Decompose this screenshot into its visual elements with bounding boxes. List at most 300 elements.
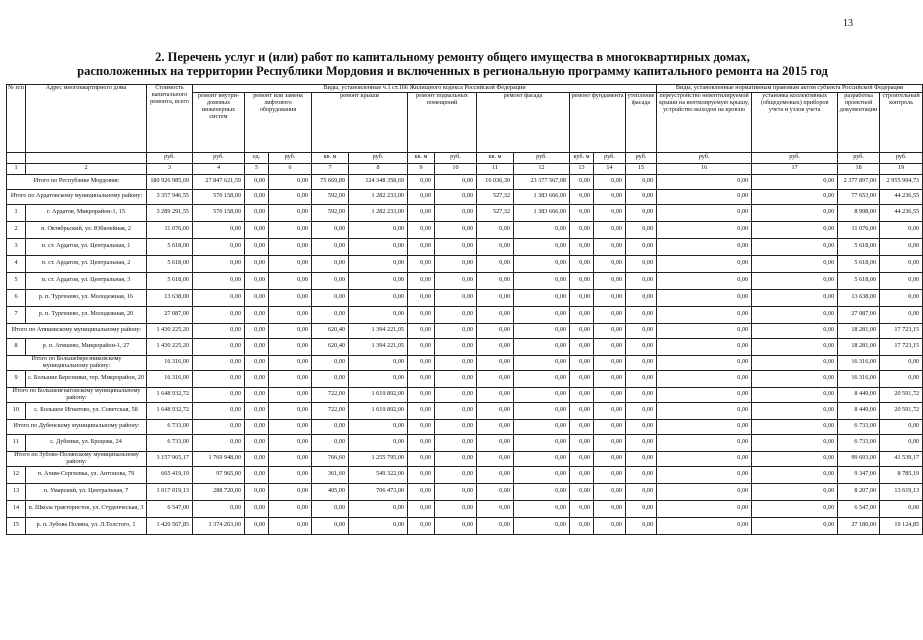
- header-foundation: ремонт фундамента: [570, 92, 626, 152]
- units-cell: руб.: [880, 152, 923, 163]
- row-address: с. Дубенки, ул. Броцова, 24: [26, 434, 147, 451]
- value-cell: 0,00: [193, 355, 245, 370]
- value-cell: 0,00: [752, 387, 838, 402]
- subtotal-label: Итого по Дубенскому муниципальному району:: [7, 419, 147, 434]
- value-cell: 0,00: [245, 419, 269, 434]
- value-cell: 5 618,00: [147, 238, 193, 255]
- value-cell: 0,00: [245, 355, 269, 370]
- value-cell: 0,00: [269, 204, 312, 221]
- header-address: Адрес многоквартирного дома: [26, 85, 147, 153]
- value-cell: 6 547,00: [147, 500, 193, 517]
- value-cell: 0,00: [594, 483, 626, 500]
- value-cell: 18 281,00: [838, 323, 880, 338]
- value-cell: 0,00: [312, 289, 349, 306]
- value-cell: 0,00: [349, 221, 408, 238]
- value-cell: 6 733,00: [838, 419, 880, 434]
- value-cell: 0,00: [570, 238, 594, 255]
- value-cell: 0,00: [193, 238, 245, 255]
- value-cell: 0,00: [514, 451, 570, 466]
- value-cell: 0,00: [594, 204, 626, 221]
- value-cell: 0,00: [570, 419, 594, 434]
- value-cell: 0,00: [570, 338, 594, 355]
- value-cell: 0,00: [435, 272, 477, 289]
- value-cell: 0,00: [514, 387, 570, 402]
- value-cell: 0,00: [657, 451, 752, 466]
- units-cell: куб. м: [570, 152, 594, 163]
- row-number: 6: [7, 289, 26, 306]
- value-cell: 0,00: [626, 500, 657, 517]
- value-cell: 0,00: [269, 323, 312, 338]
- value-cell: 0,00: [514, 289, 570, 306]
- value-cell: 1 374 263,00: [193, 517, 245, 534]
- value-cell: 0,00: [193, 434, 245, 451]
- value-cell: 0,00: [435, 338, 477, 355]
- column-number-cell: 14: [594, 163, 626, 174]
- value-cell: 0,00: [626, 434, 657, 451]
- value-cell: 0,00: [269, 370, 312, 387]
- value-cell: 0,00: [245, 451, 269, 466]
- column-number-cell: 4: [193, 163, 245, 174]
- value-cell: 0,00: [435, 500, 477, 517]
- value-cell: 0,00: [570, 483, 594, 500]
- value-cell: 0,00: [435, 255, 477, 272]
- value-cell: 0,00: [514, 238, 570, 255]
- value-cell: 0,00: [312, 238, 349, 255]
- value-cell: 6 733,00: [147, 434, 193, 451]
- table-row: [7, 483, 923, 500]
- value-cell: 0,00: [245, 434, 269, 451]
- value-cell: 0,00: [657, 272, 752, 289]
- value-cell: 592,00: [312, 204, 349, 221]
- column-number-cell: 17: [752, 163, 838, 174]
- value-cell: 549 322,00: [349, 466, 408, 483]
- value-cell: 0,00: [349, 500, 408, 517]
- value-cell: 0,00: [408, 221, 435, 238]
- value-cell: 0,00: [752, 517, 838, 534]
- value-cell: 0,00: [477, 451, 514, 466]
- column-number-cell: 16: [657, 163, 752, 174]
- value-cell: 0,00: [435, 306, 477, 323]
- units-cell-empty: [7, 152, 26, 163]
- value-cell: 0,00: [657, 419, 752, 434]
- value-cell: 620,40: [312, 323, 349, 338]
- value-cell: 1 383 666,00: [514, 204, 570, 221]
- value-cell: 0,00: [349, 355, 408, 370]
- value-cell: 0,00: [408, 451, 435, 466]
- subtotal-label: Итого по Большеигнатовскому муниципальному району:: [7, 387, 147, 402]
- value-cell: 0,00: [193, 387, 245, 402]
- value-cell: 0,00: [514, 255, 570, 272]
- value-cell: 0,00: [752, 272, 838, 289]
- row-number: 7: [7, 306, 26, 323]
- value-cell: 6 547,00: [838, 500, 880, 517]
- column-number-cell: 15: [626, 163, 657, 174]
- value-cell: 288 720,00: [193, 483, 245, 500]
- value-cell: 1 394 221,05: [349, 323, 408, 338]
- table-row: [7, 517, 923, 534]
- value-cell: 0,00: [594, 338, 626, 355]
- value-cell: 0,00: [626, 323, 657, 338]
- column-number-cell: 1: [7, 163, 26, 174]
- value-cell: 0,00: [594, 323, 626, 338]
- value-cell: 0,00: [570, 451, 594, 466]
- value-cell: 570 158,00: [193, 189, 245, 204]
- column-numbers-row: [7, 163, 923, 174]
- column-number-cell: 3: [147, 163, 193, 174]
- value-cell: 0,00: [193, 255, 245, 272]
- value-cell: 0,00: [312, 355, 349, 370]
- value-cell: 1 017 019,13: [147, 483, 193, 500]
- value-cell: 0,00: [477, 272, 514, 289]
- value-cell: 0,00: [880, 272, 923, 289]
- table-row: [7, 370, 923, 387]
- value-cell: 570 158,00: [193, 204, 245, 221]
- value-cell: 0,00: [435, 434, 477, 451]
- value-cell: 0,00: [752, 483, 838, 500]
- value-cell: 0,00: [880, 500, 923, 517]
- value-cell: 20 591,72: [880, 387, 923, 402]
- value-cell: 0,00: [570, 204, 594, 221]
- table-row: [7, 434, 923, 451]
- value-cell: 0,00: [435, 483, 477, 500]
- value-cell: 0,00: [570, 221, 594, 238]
- units-row: [7, 152, 923, 163]
- value-cell: 0,00: [477, 517, 514, 534]
- value-cell: 0,00: [408, 387, 435, 402]
- value-cell: 20 591,72: [880, 402, 923, 419]
- units-cell: руб.: [626, 152, 657, 163]
- header-meters: установка коллективных (общедомовых) приборов учета и узлов учета: [752, 92, 838, 152]
- value-cell: 0,00: [245, 289, 269, 306]
- row-number: 3: [7, 238, 26, 255]
- value-cell: 0,00: [514, 434, 570, 451]
- value-cell: 0,00: [408, 483, 435, 500]
- value-cell: 0,00: [245, 500, 269, 517]
- value-cell: 0,00: [477, 370, 514, 387]
- value-cell: 0,00: [626, 174, 657, 189]
- units-cell-empty: [26, 152, 147, 163]
- value-cell: 0,00: [312, 370, 349, 387]
- value-cell: 16 316,00: [838, 355, 880, 370]
- table-row: [7, 466, 923, 483]
- value-cell: 13 619,13: [880, 483, 923, 500]
- row-number: 12: [7, 466, 26, 483]
- value-cell: 0,00: [349, 289, 408, 306]
- value-cell: 0,00: [570, 272, 594, 289]
- value-cell: 0,00: [193, 370, 245, 387]
- value-cell: 0,00: [514, 500, 570, 517]
- value-cell: 0,00: [408, 289, 435, 306]
- column-number-cell: 10: [435, 163, 477, 174]
- row-address: п. ст. Ардатов, ул. Центральная, 3: [26, 272, 147, 289]
- value-cell: 0,00: [752, 402, 838, 419]
- value-cell: 0,00: [594, 466, 626, 483]
- column-number-cell: 5: [245, 163, 269, 174]
- value-cell: 0,00: [570, 517, 594, 534]
- subtotal-row: [7, 323, 923, 338]
- value-cell: 0,00: [269, 434, 312, 451]
- value-cell: 0,00: [269, 402, 312, 419]
- value-cell: 0,00: [657, 466, 752, 483]
- value-cell: 0,00: [477, 483, 514, 500]
- value-cell: 0,00: [626, 387, 657, 402]
- row-address: с. Большое Игнатово, ул. Советская, 58: [26, 402, 147, 419]
- value-cell: 361,60: [312, 466, 349, 483]
- value-cell: 0,00: [435, 419, 477, 434]
- row-address: п. Октябрьский, ул. Юбилейная, 2: [26, 221, 147, 238]
- value-cell: 0,00: [269, 289, 312, 306]
- table-row: [7, 255, 923, 272]
- value-cell: 180 926 985,69: [147, 174, 193, 189]
- value-cell: 0,00: [752, 238, 838, 255]
- value-cell: 0,00: [752, 434, 838, 451]
- value-cell: 0,00: [594, 517, 626, 534]
- value-cell: 11 076,00: [838, 221, 880, 238]
- value-cell: 0,00: [477, 419, 514, 434]
- value-cell: 0,00: [626, 221, 657, 238]
- value-cell: 16 036,30: [477, 174, 514, 189]
- value-cell: 1 430 225,20: [147, 323, 193, 338]
- value-cell: 0,00: [657, 434, 752, 451]
- value-cell: 0,00: [245, 517, 269, 534]
- header-eng-systems: ремонт внутри-домовых инженерных систем: [193, 92, 245, 152]
- value-cell: 27 087,00: [838, 306, 880, 323]
- value-cell: 2 377 897,00: [838, 174, 880, 189]
- value-cell: 0,00: [570, 306, 594, 323]
- value-cell: 0,00: [435, 174, 477, 189]
- column-number-cell: 12: [514, 163, 570, 174]
- value-cell: 0,00: [594, 189, 626, 204]
- row-address: р. п. Тургенево, ул. Молодежная, 16: [26, 289, 147, 306]
- value-cell: 0,00: [657, 255, 752, 272]
- row-number: 13: [7, 483, 26, 500]
- value-cell: 0,00: [408, 323, 435, 338]
- value-cell: 0,00: [626, 204, 657, 221]
- value-cell: 0,00: [657, 189, 752, 204]
- units-cell: руб.: [349, 152, 408, 163]
- value-cell: 0,00: [626, 370, 657, 387]
- value-cell: 16 316,00: [147, 370, 193, 387]
- subtotal-label: Итого по Ардатовскому муниципальному району:: [7, 189, 147, 204]
- row-address: п. ст. Ардатов, ул. Центральная, 2: [26, 255, 147, 272]
- value-cell: 0,00: [570, 255, 594, 272]
- row-address: г. Ардатов, Микрорайон-1, 15: [26, 204, 147, 221]
- units-cell: кв. м: [477, 152, 514, 163]
- row-number: 9: [7, 370, 26, 387]
- subtotal-label: Итого по Атяшевскому муниципальному району:: [7, 323, 147, 338]
- value-cell: 5 618,00: [838, 238, 880, 255]
- row-number: 1: [7, 204, 26, 221]
- value-cell: 0,00: [245, 402, 269, 419]
- value-cell: 9 347,00: [838, 466, 880, 483]
- value-cell: 17 723,15: [880, 338, 923, 355]
- value-cell: 6 733,00: [147, 419, 193, 434]
- value-cell: 0,00: [626, 255, 657, 272]
- value-cell: 0,00: [514, 402, 570, 419]
- value-cell: 0,00: [269, 338, 312, 355]
- value-cell: 0,00: [435, 238, 477, 255]
- value-cell: 0,00: [245, 189, 269, 204]
- value-cell: 1 619 892,00: [349, 402, 408, 419]
- value-cell: 0,00: [477, 500, 514, 517]
- row-address: р. п. Зубова Поляна, ул. Л.Толстого, 1: [26, 517, 147, 534]
- value-cell: 0,00: [657, 238, 752, 255]
- value-cell: 5 618,00: [147, 272, 193, 289]
- value-cell: 0,00: [752, 255, 838, 272]
- value-cell: 0,00: [880, 355, 923, 370]
- value-cell: 0,00: [880, 306, 923, 323]
- value-cell: 0,00: [408, 500, 435, 517]
- value-cell: 0,00: [245, 483, 269, 500]
- value-cell: 0,00: [657, 483, 752, 500]
- column-number-cell: 18: [838, 163, 880, 174]
- value-cell: 8 449,00: [838, 387, 880, 402]
- value-cell: 0,00: [752, 451, 838, 466]
- value-cell: 0,00: [245, 221, 269, 238]
- value-cell: 5 618,00: [147, 255, 193, 272]
- value-cell: 620,40: [312, 338, 349, 355]
- column-number-cell: 7: [312, 163, 349, 174]
- value-cell: 0,00: [477, 255, 514, 272]
- value-cell: 527,32: [477, 204, 514, 221]
- subtotal-row: [7, 387, 923, 402]
- row-address: с. Большие Березники, тер. Микрорайон, 20: [26, 370, 147, 387]
- value-cell: 0,00: [514, 221, 570, 238]
- value-cell: 0,00: [657, 289, 752, 306]
- value-cell: 0,00: [657, 517, 752, 534]
- value-cell: 722,00: [312, 402, 349, 419]
- value-cell: 0,00: [408, 466, 435, 483]
- value-cell: 0,00: [312, 306, 349, 323]
- value-cell: 0,00: [626, 466, 657, 483]
- row-number: 15: [7, 517, 26, 534]
- value-cell: 0,00: [312, 419, 349, 434]
- value-cell: 0,00: [408, 370, 435, 387]
- value-cell: 0,00: [657, 370, 752, 387]
- value-cell: 0,00: [312, 517, 349, 534]
- value-cell: 1 769 948,00: [193, 451, 245, 466]
- subtotal-row: [7, 189, 923, 204]
- value-cell: 1 255 795,00: [349, 451, 408, 466]
- value-cell: 0,00: [435, 402, 477, 419]
- value-cell: 706 473,00: [349, 483, 408, 500]
- value-cell: 0,00: [269, 272, 312, 289]
- subtotal-label: Итого по Республике Мордовия:: [7, 174, 147, 189]
- header-insulation: утепление фасада: [626, 92, 657, 152]
- value-cell: 0,00: [880, 419, 923, 434]
- value-cell: 0,00: [752, 204, 838, 221]
- value-cell: 0,00: [477, 289, 514, 306]
- value-cell: 3 289 291,55: [147, 204, 193, 221]
- value-cell: 0,00: [752, 306, 838, 323]
- subtotal-row: [7, 451, 923, 466]
- units-cell: руб.: [514, 152, 570, 163]
- value-cell: 0,00: [193, 323, 245, 338]
- value-cell: 0,00: [245, 338, 269, 355]
- value-cell: 1 394 221,05: [349, 338, 408, 355]
- value-cell: 0,00: [570, 466, 594, 483]
- value-cell: 0,00: [594, 174, 626, 189]
- value-cell: 0,00: [514, 272, 570, 289]
- title-line-1: 2. Перечень услуг и (или) работ по капитальному ремонту общего имущества в многоквартирных домах,: [155, 50, 750, 64]
- subtotal-label: Итого по Большеберезниковскому муниципальному району:: [7, 355, 147, 370]
- value-cell: 0,00: [269, 517, 312, 534]
- value-cell: 0,00: [269, 306, 312, 323]
- value-cell: 0,00: [752, 338, 838, 355]
- row-number: 5: [7, 272, 26, 289]
- column-number-cell: 13: [570, 163, 594, 174]
- header-design-docs: разработка проектной документации: [838, 92, 880, 152]
- value-cell: 0,00: [435, 204, 477, 221]
- value-cell: 0,00: [312, 434, 349, 451]
- header-group-subject: Виды, установленные нормативным правовым актом субъекта Российской Федерации: [657, 85, 923, 93]
- value-cell: 0,00: [408, 419, 435, 434]
- value-cell: 0,00: [594, 387, 626, 402]
- value-cell: 19 124,85: [880, 517, 923, 534]
- document-title: [0, 50, 905, 78]
- table-row: [7, 338, 923, 355]
- value-cell: 0,00: [657, 323, 752, 338]
- units-cell: руб.: [838, 152, 880, 163]
- value-cell: 0,00: [435, 355, 477, 370]
- value-cell: 0,00: [435, 221, 477, 238]
- value-cell: 99 693,00: [838, 451, 880, 466]
- value-cell: 0,00: [594, 221, 626, 238]
- value-cell: 0,00: [408, 189, 435, 204]
- header-facade: ремонт фасада: [477, 92, 570, 152]
- value-cell: 0,00: [269, 189, 312, 204]
- value-cell: 0,00: [269, 174, 312, 189]
- value-cell: 0,00: [245, 255, 269, 272]
- value-cell: 0,00: [594, 500, 626, 517]
- units-cell: кв. м: [312, 152, 349, 163]
- value-cell: 0,00: [245, 238, 269, 255]
- value-cell: 0,00: [626, 483, 657, 500]
- header-basement: ремонт подвальных помещений: [408, 92, 477, 152]
- value-cell: 1 383 666,00: [514, 189, 570, 204]
- value-cell: 27 180,00: [838, 517, 880, 534]
- value-cell: 0,00: [626, 402, 657, 419]
- value-cell: 0,00: [880, 434, 923, 451]
- row-address: п. ст. Ардатов, ул. Центральная, 1: [26, 238, 147, 255]
- value-cell: 0,00: [245, 370, 269, 387]
- value-cell: 16 316,00: [147, 355, 193, 370]
- value-cell: 5 618,00: [838, 255, 880, 272]
- value-cell: 766,60: [312, 451, 349, 466]
- value-cell: 0,00: [514, 338, 570, 355]
- value-cell: 592,00: [312, 189, 349, 204]
- table-row: [7, 289, 923, 306]
- value-cell: 0,00: [408, 204, 435, 221]
- value-cell: 8 207,00: [838, 483, 880, 500]
- value-cell: 0,00: [657, 500, 752, 517]
- value-cell: 0,00: [269, 221, 312, 238]
- value-cell: 0,00: [657, 355, 752, 370]
- value-cell: 0,00: [269, 500, 312, 517]
- value-cell: 0,00: [570, 500, 594, 517]
- value-cell: 0,00: [435, 189, 477, 204]
- value-cell: 2 955 994,73: [880, 174, 923, 189]
- value-cell: 0,00: [594, 434, 626, 451]
- value-cell: 0,00: [626, 517, 657, 534]
- row-number: 2: [7, 221, 26, 238]
- value-cell: 0,00: [570, 355, 594, 370]
- value-cell: 0,00: [245, 204, 269, 221]
- value-cell: 0,00: [349, 255, 408, 272]
- value-cell: 0,00: [408, 272, 435, 289]
- value-cell: 0,00: [594, 272, 626, 289]
- value-cell: 0,00: [312, 500, 349, 517]
